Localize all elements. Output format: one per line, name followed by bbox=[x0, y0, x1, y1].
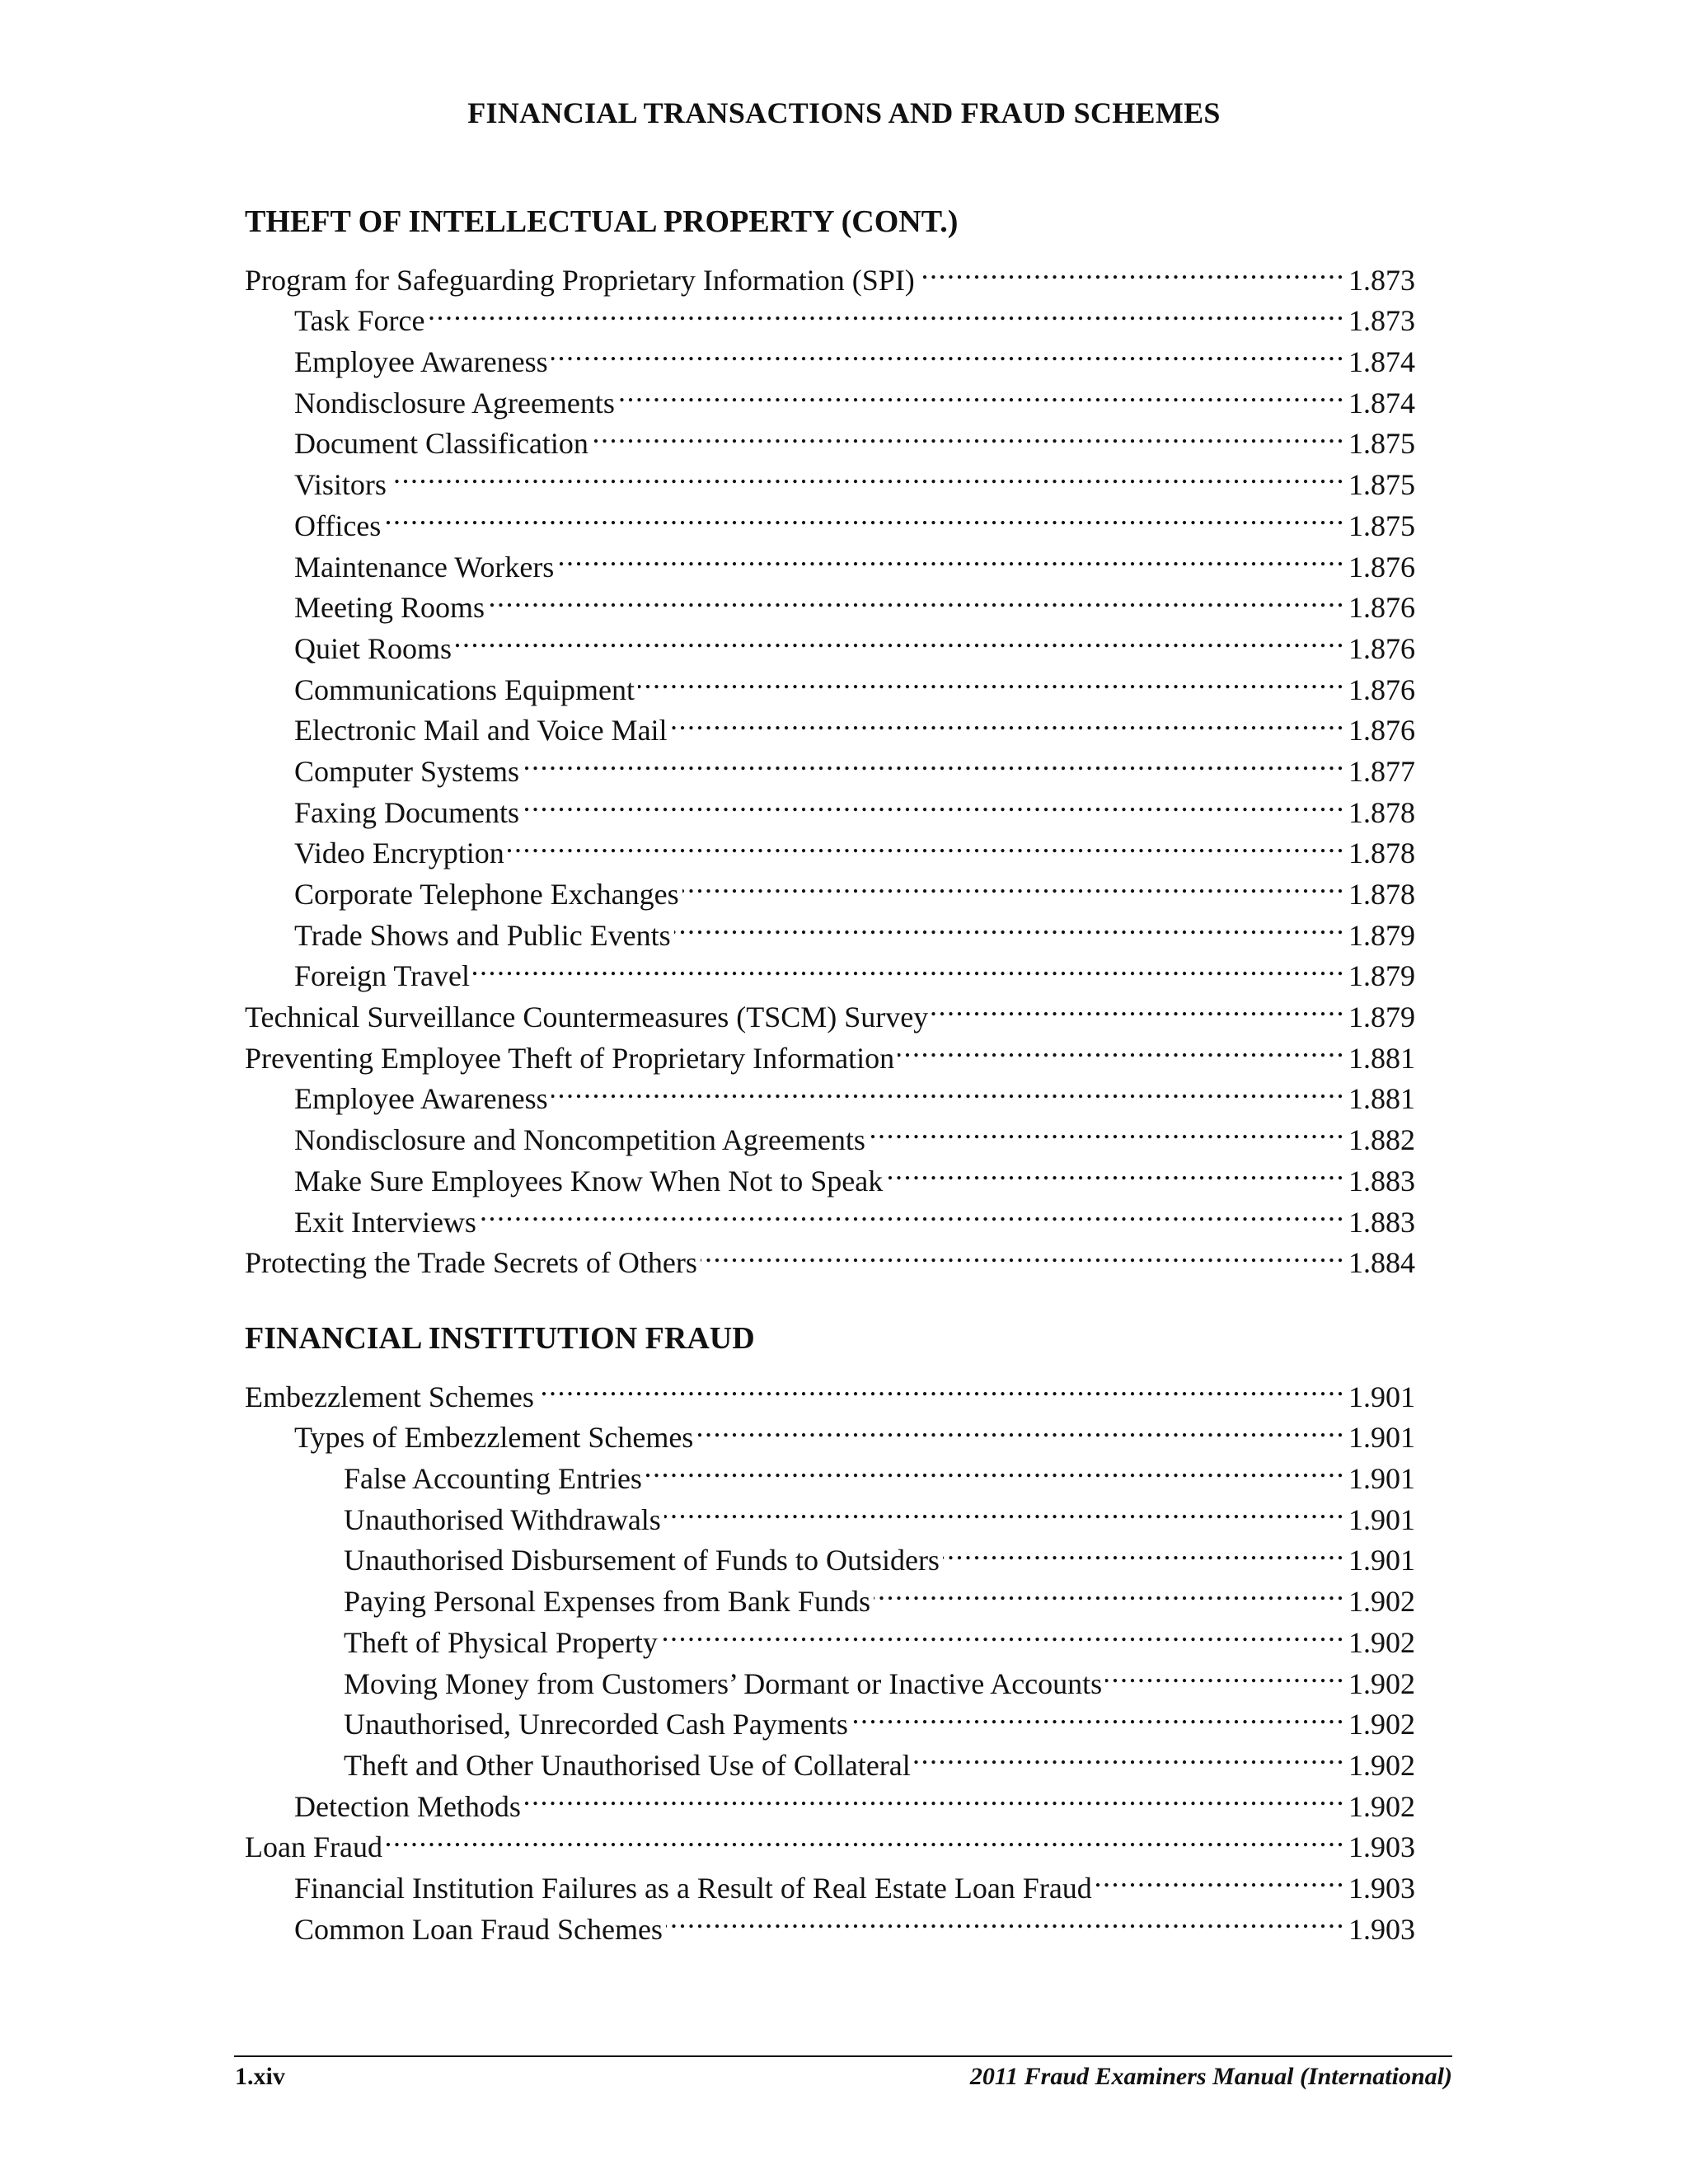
toc-entry-label: Task Force bbox=[294, 304, 425, 338]
dot-leader bbox=[898, 1027, 1345, 1068]
toc-entry-page-number: 1.881 bbox=[1348, 1041, 1415, 1075]
dot-leader bbox=[1095, 1857, 1345, 1898]
toc-entry bbox=[245, 1857, 1415, 1905]
toc-entry bbox=[245, 536, 1415, 583]
dot-leader bbox=[701, 1232, 1345, 1273]
toc-entry-page-number: 1.879 bbox=[1348, 959, 1415, 993]
dot-leader bbox=[943, 1530, 1345, 1571]
toc-entry-page-number: 1.901 bbox=[1348, 1421, 1415, 1455]
toc-list bbox=[245, 249, 1415, 1280]
toc-entry-page-number: 1.903 bbox=[1348, 1830, 1415, 1864]
toc-entry-label: Loan Fraud bbox=[245, 1830, 382, 1864]
dot-leader bbox=[480, 1191, 1345, 1232]
toc-entry bbox=[245, 1816, 1415, 1864]
toc-entry-page-number: 1.901 bbox=[1348, 1462, 1415, 1496]
toc-list bbox=[245, 1366, 1415, 1946]
dot-leader bbox=[666, 1898, 1345, 1939]
toc-entry-page-number: 1.875 bbox=[1348, 427, 1415, 461]
dot-leader bbox=[524, 1775, 1345, 1816]
toc-entry-page-number: 1.877 bbox=[1348, 754, 1415, 788]
toc-entry-page-number: 1.876 bbox=[1348, 673, 1415, 706]
toc-section-intellectual-property bbox=[245, 194, 1415, 1280]
toc-entry-label: Nondisclosure and Noncompetition Agreements bbox=[294, 1123, 865, 1157]
toc-entry-label: Employee Awareness bbox=[294, 1082, 548, 1116]
toc-entry-label: Foreign Travel bbox=[294, 959, 471, 993]
dot-leader bbox=[1105, 1652, 1345, 1694]
toc-entry-label: False Accounting Entries bbox=[344, 1462, 642, 1496]
dot-leader bbox=[488, 577, 1345, 618]
toc-entry-label: Common Loan Fraud Schemes bbox=[294, 1912, 663, 1946]
dot-leader bbox=[664, 1488, 1345, 1530]
dot-leader bbox=[931, 986, 1345, 1027]
toc-entry-label: Embezzlement Schemes bbox=[245, 1380, 534, 1413]
toc-entry-page-number: 1.884 bbox=[1348, 1246, 1415, 1280]
dot-leader bbox=[874, 1570, 1345, 1611]
dot-leader bbox=[696, 1407, 1345, 1448]
toc-entry-label: Offices bbox=[294, 509, 382, 542]
toc-entry-page-number: 1.874 bbox=[1348, 345, 1415, 379]
toc-entry-page-number: 1.901 bbox=[1348, 1380, 1415, 1413]
dot-leader bbox=[682, 863, 1345, 904]
toc-entry-page-number: 1.876 bbox=[1348, 591, 1415, 625]
dot-leader bbox=[918, 249, 1345, 290]
dot-leader bbox=[671, 700, 1345, 741]
dot-leader bbox=[551, 1068, 1345, 1109]
toc-entry-page-number: 1.902 bbox=[1348, 1708, 1415, 1741]
toc-entry-label: Paying Personal Expenses from Bank Funds bbox=[344, 1585, 870, 1619]
toc-entry-page-number: 1.902 bbox=[1348, 1666, 1415, 1700]
toc-entry-label: Visitors bbox=[294, 468, 387, 502]
toc-entry-label: Document Classification bbox=[294, 427, 588, 461]
toc-entry-label: Corporate Telephone Exchanges bbox=[294, 878, 679, 911]
dot-leader bbox=[428, 290, 1345, 331]
toc-section-financial-institution-fraud bbox=[245, 1311, 1415, 1946]
toc-entry-page-number: 1.873 bbox=[1348, 263, 1415, 297]
toc-entry-page-number: 1.881 bbox=[1348, 1082, 1415, 1116]
toc-entry-label: Detection Methods bbox=[294, 1789, 521, 1823]
toc-entry-label: Unauthorised Disbursement of Funds to Outsiders bbox=[344, 1544, 940, 1577]
toc-entry-page-number: 1.902 bbox=[1348, 1789, 1415, 1823]
toc-entry-label: Moving Money from Customers’ Dormant or Inactive Accounts bbox=[344, 1666, 1103, 1700]
toc-entry-page-number: 1.902 bbox=[1348, 1585, 1415, 1619]
toc-entry-label: Theft of Physical Property bbox=[344, 1625, 658, 1659]
dot-leader bbox=[473, 945, 1345, 987]
toc-entry-page-number: 1.878 bbox=[1348, 795, 1415, 829]
toc-entry-page-number: 1.878 bbox=[1348, 878, 1415, 911]
dot-leader bbox=[508, 823, 1345, 864]
dot-leader bbox=[886, 1150, 1345, 1191]
toc-entry-page-number: 1.883 bbox=[1348, 1164, 1415, 1197]
toc-entry-page-number: 1.874 bbox=[1348, 386, 1415, 419]
toc-entry-page-number: 1.876 bbox=[1348, 714, 1415, 748]
footer-publication-title: 2011 Fraud Examiners Manual (International) bbox=[969, 2063, 1452, 2090]
toc-entry-page-number: 1.878 bbox=[1348, 837, 1415, 870]
footer-page-number: 1.xiv bbox=[235, 2063, 285, 2090]
section-heading: THEFT OF INTELLECTUAL PROPERTY (CONT.) bbox=[245, 204, 959, 239]
toc-entry-page-number: 1.902 bbox=[1348, 1748, 1415, 1782]
dot-leader bbox=[523, 740, 1345, 781]
toc-entry-label: Maintenance Workers bbox=[294, 550, 555, 583]
toc-entry-label: Financial Institution Failures as a Result of Real Estate Loan Fraud bbox=[294, 1871, 1092, 1905]
toc-entry-page-number: 1.901 bbox=[1348, 1502, 1415, 1536]
toc-entry-label: Employee Awareness bbox=[294, 345, 548, 379]
toc-entry-page-number: 1.901 bbox=[1348, 1544, 1415, 1577]
toc-entry-label: Theft and Other Unauthorised Use of Collateral bbox=[344, 1748, 911, 1782]
toc-entry-page-number: 1.876 bbox=[1348, 631, 1415, 665]
toc-entry-label: Computer Systems bbox=[294, 754, 520, 788]
toc-entry-label: Make Sure Employees Know When Not to Speak bbox=[294, 1164, 884, 1197]
toc-entry-page-number: 1.873 bbox=[1348, 304, 1415, 338]
dot-leader bbox=[638, 658, 1345, 700]
dot-leader bbox=[384, 494, 1345, 536]
toc-entry-page-number: 1.876 bbox=[1348, 550, 1415, 583]
toc-entry-label: Electronic Mail and Voice Mail bbox=[294, 714, 668, 748]
toc-entry-label: Nondisclosure Agreements bbox=[294, 386, 615, 419]
toc-entry bbox=[245, 249, 1415, 297]
dot-leader bbox=[390, 453, 1345, 494]
toc-entry bbox=[245, 1366, 1415, 1413]
toc-entry-label: Unauthorised, Unrecorded Cash Payments bbox=[344, 1708, 848, 1741]
toc-entry-label: Technical Surveillance Countermeasures (TSCM) Survey bbox=[245, 1001, 929, 1034]
toc-entry-page-number: 1.875 bbox=[1348, 468, 1415, 502]
dot-leader bbox=[386, 1816, 1345, 1858]
toc-entry-page-number: 1.903 bbox=[1348, 1871, 1415, 1905]
section-heading: FINANCIAL INSTITUTION FRAUD bbox=[245, 1321, 755, 1356]
toc-entry-page-number: 1.882 bbox=[1348, 1123, 1415, 1157]
toc-entry-page-number: 1.879 bbox=[1348, 1001, 1415, 1034]
dot-leader bbox=[618, 372, 1345, 413]
toc-entry-label: Trade Shows and Public Events bbox=[294, 918, 671, 952]
toc-entry-label: Unauthorised Withdrawals bbox=[344, 1502, 661, 1536]
dot-leader bbox=[914, 1734, 1345, 1775]
dot-leader bbox=[557, 536, 1345, 577]
toc-entry bbox=[245, 453, 1415, 502]
toc-entry-page-number: 1.883 bbox=[1348, 1205, 1415, 1239]
toc-entry-page-number: 1.875 bbox=[1348, 509, 1415, 542]
page-title: FINANCIAL TRANSACTIONS AND FRAUD SCHEMES bbox=[467, 96, 1221, 129]
dot-leader bbox=[674, 904, 1345, 945]
toc-entry-label: Quiet Rooms bbox=[294, 631, 452, 665]
dot-leader bbox=[455, 617, 1345, 658]
toc-entry-label: Video Encryption bbox=[294, 837, 504, 870]
dot-leader bbox=[551, 330, 1345, 372]
dot-leader bbox=[537, 1366, 1345, 1407]
toc-entry-label: Program for Safeguarding Proprietary Information (SPI) bbox=[245, 263, 915, 297]
dot-leader bbox=[523, 781, 1345, 823]
toc-entry-page-number: 1.903 bbox=[1348, 1912, 1415, 1946]
footer-rule bbox=[234, 2055, 1452, 2057]
toc-entry-label: Preventing Employee Theft of Proprietary Information bbox=[245, 1041, 895, 1075]
toc-entry-label: Meeting Rooms bbox=[294, 591, 485, 625]
dot-leader bbox=[592, 413, 1345, 454]
dot-leader bbox=[869, 1108, 1345, 1150]
toc-entry-label: Communications Equipment bbox=[294, 673, 635, 706]
toc-entry-label: Types of Embezzlement Schemes bbox=[294, 1421, 694, 1455]
toc-entry-label: Exit Interviews bbox=[294, 1205, 476, 1239]
dot-leader bbox=[851, 1694, 1345, 1735]
toc-entry-label: Faxing Documents bbox=[294, 795, 519, 829]
toc-entry-page-number: 1.879 bbox=[1348, 918, 1415, 952]
dot-leader bbox=[661, 1611, 1345, 1652]
toc-entry-page-number: 1.902 bbox=[1348, 1625, 1415, 1659]
toc-entry bbox=[245, 494, 1415, 542]
toc-entry-label: Protecting the Trade Secrets of Others bbox=[245, 1246, 697, 1280]
dot-leader bbox=[645, 1447, 1345, 1488]
